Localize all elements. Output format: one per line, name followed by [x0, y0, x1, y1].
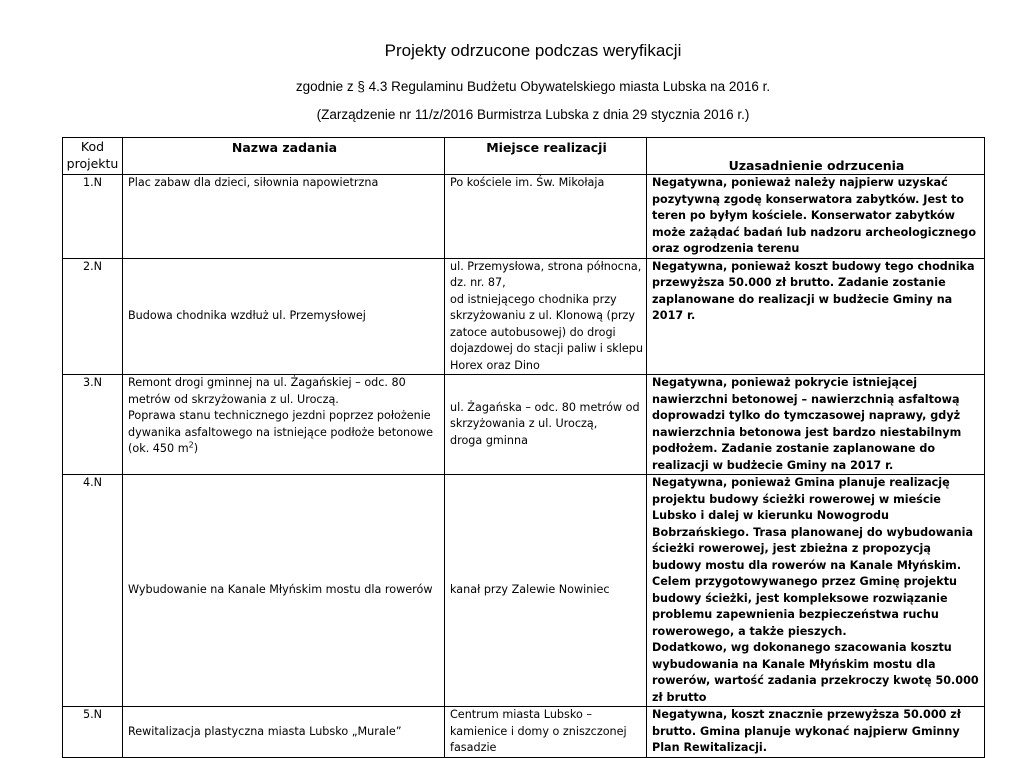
row-location: ul. Przemysłowa, strona północna, dz. nr. 87, od istniejącego chodnika przy skrzyżowaniu z ul. Klonową (przy zatoce autobusowej) do drogi dojazdowej do stacji paliw i sklepu Horex oraz Dino	[445, 258, 647, 375]
row-task-name: Wybudowanie na Kanale Młyńskim mostu dla rowerów	[123, 475, 445, 707]
row-justification: Negatywna, koszt znacznie przewyższa 50.000 zł brutto. Gmina planuje wykonać najpierw Gminny Plan Rewitalizacji.	[647, 707, 985, 758]
row-location: ul. Żagańska – odc. 80 metrów od skrzyżowania z ul. Uroczą, droga gminna	[445, 375, 647, 475]
row-code: 2.N	[63, 258, 123, 375]
header-location: Miejsce realizacji	[445, 138, 647, 175]
row-task-name: Rewitalizacja plastyczna miasta Lubsko „Murale”	[123, 707, 445, 758]
row-justification: Negatywna, ponieważ koszt budowy tego chodnika przewyższa 50.000 zł brutto. Zadanie zostanie zaplanowane do realizacji w budżecie Gminy na 2017 r.	[647, 258, 985, 375]
table-row	[63, 258, 985, 375]
row-justification: Negatywna, ponieważ pokrycie istniejącej nawierzchni betonowej – nawierzchnią asfaltową doprowadzi tylko do tymczasowej naprawy, gdyż nawierzchnia betonowa jest bardzo niestabilnym podłożem. Zadanie zostanie zaplanowane do realizacji w budżecie Gminy na 2017 r.	[647, 375, 985, 475]
row-code: 5.N	[63, 707, 123, 758]
row-task-name: Budowa chodnika wzdłuż ul. Przemysłowej	[123, 258, 445, 375]
row-code: 4.N	[63, 475, 123, 707]
row-code: 1.N	[63, 175, 123, 259]
table-row	[63, 475, 985, 707]
subtitle-ordinance: (Zarządzenie nr 11/z/2016 Burmistrza Lubska z dnia 29 stycznia 2016 r.)	[316, 107, 750, 122]
row-location: kanał przy Zalewie Nowiniec	[445, 475, 647, 707]
row-task-name-end: )	[193, 442, 199, 455]
row-location: Po kościele im. Św. Mikołaja	[445, 175, 647, 259]
header-project-code: Kod projektu	[63, 138, 123, 175]
subtitle-regulation: zgodnie z § 4.3 Regulaminu Budżetu Obywatelskiego miasta Lubska na 2016 r.	[295, 79, 771, 94]
square-superscript: 2	[188, 440, 194, 450]
row-code: 3.N	[63, 375, 123, 475]
header-justification: Uzasadnienie odrzucenia	[647, 138, 985, 175]
row-task-name: Plac zabaw dla dzieci, siłownia napowietrzna	[123, 175, 445, 259]
row-justification: Negatywna, ponieważ należy najpierw uzyskać pozytywną zgodę konserwatora zabytków. Jest to teren po byłym kościele. Konserwator zabytków może zażądać badań lub nadzoru archeologicznego oraz ogrodzenia terenu	[647, 175, 985, 259]
table-row	[63, 375, 985, 475]
table-row	[63, 707, 985, 758]
row-task-name	[123, 375, 445, 475]
table-row	[63, 175, 985, 259]
row-justification: Negatywna, ponieważ Gmina planuje realizację projektu budowy ścieżki rowerowej w mieście Lubsko i dalej w kierunku Nowogrodu Bobrzańskiego. Trasa planowanej do wybudowania ścieżki rowerowej, jest zbieżna z propozycją budowy mostu dla rowerów na Kanale Młyńskim. Celem przygotowywanego przez Gminę projektu budowy ścieżki, jest kompleksowe rozwiązanie problemu zapewnienia bezpieczeństwa ruchu rowerowego, a także pieszych. Dodatkowo, wg dokonanego szacowania kosztu wybudowania na Kanale Młyńskim mostu dla rowerów, wartość zadania przekroczy kwotę 50.000 zł brutto	[647, 475, 985, 707]
row-location: Centrum miasta Lubsko – kamienice i domy o zniszczonej fasadzie	[445, 707, 647, 758]
header-task-name: Nazwa zadania	[123, 138, 445, 175]
rejected-projects-table	[62, 137, 985, 758]
page-title: Projekty odrzucone podczas weryfikacji	[384, 41, 682, 60]
row-task-name-text: Remont drogi gminnej na ul. Żagańskiej – odc. 80 metrów od skrzyżowania z ul. Uroczą. Poprawa stanu technicznego jezdni poprzez położenie dywanika asfaltowego na istniejące podłoże betonowe (ok. 450 m	[128, 376, 434, 455]
